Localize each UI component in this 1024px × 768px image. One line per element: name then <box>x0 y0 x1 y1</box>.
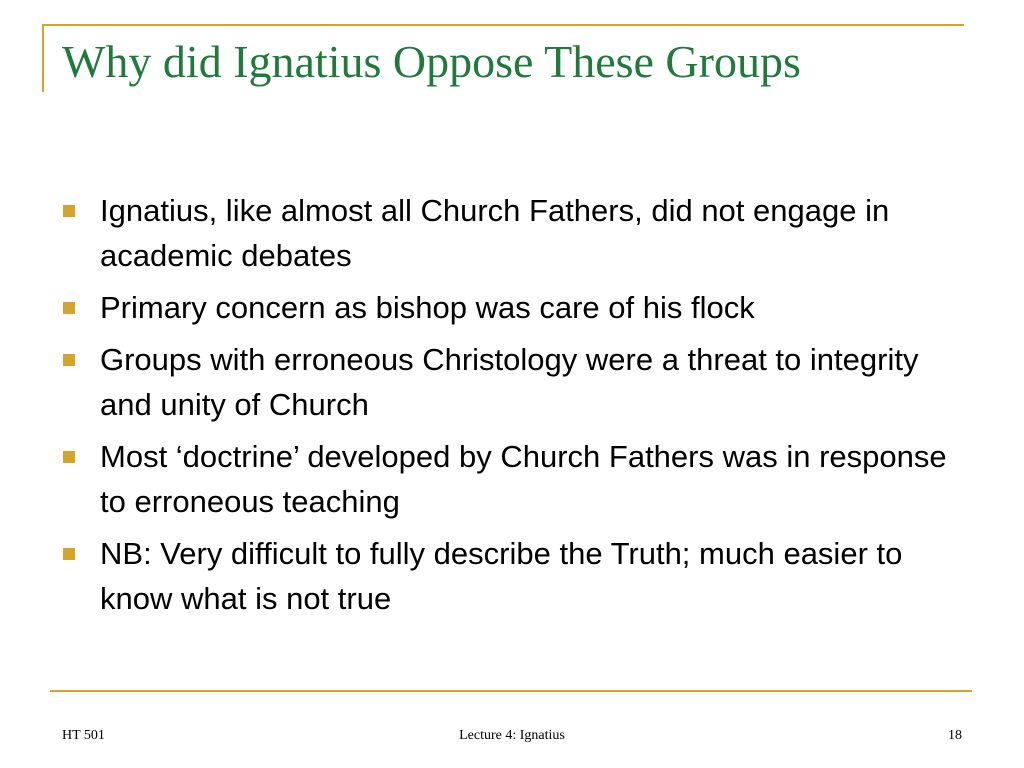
bullet-item <box>62 285 962 330</box>
square-bullet-icon <box>63 451 75 463</box>
bullet-list <box>62 188 962 628</box>
left-accent-line <box>42 24 44 92</box>
footer-slide-number: 18 <box>948 728 962 743</box>
footer-lecture-title: Lecture 4: Ignatius <box>459 728 565 743</box>
square-bullet-icon <box>63 205 75 217</box>
footer-course-code: HT 501 <box>62 728 105 743</box>
bullet-item <box>62 531 962 621</box>
square-bullet-icon <box>63 302 75 314</box>
square-bullet-icon <box>63 548 75 560</box>
bullet-text: Primary concern as bishop was care of his flock <box>100 290 755 325</box>
bullet-text: Ignatius, like almost all Church Fathers, did not engage in academic debates <box>100 193 890 273</box>
square-bullet-icon <box>63 354 75 366</box>
bullet-item <box>62 434 962 524</box>
bullet-text: Groups with erroneous Christology were a threat to integrity and unity of Church <box>100 342 919 422</box>
top-accent-line <box>42 24 964 26</box>
bullet-item <box>62 337 962 427</box>
bullet-text: NB: Very difficult to fully describe the Truth; much easier to know what is not true <box>100 536 903 616</box>
bullet-text: Most ‘doctrine’ developed by Church Fathers was in response to erroneous teaching <box>100 439 947 519</box>
bullet-item <box>62 188 962 278</box>
footer-divider <box>50 690 972 692</box>
slide-title: Why did Ignatius Oppose These Groups <box>62 36 801 87</box>
